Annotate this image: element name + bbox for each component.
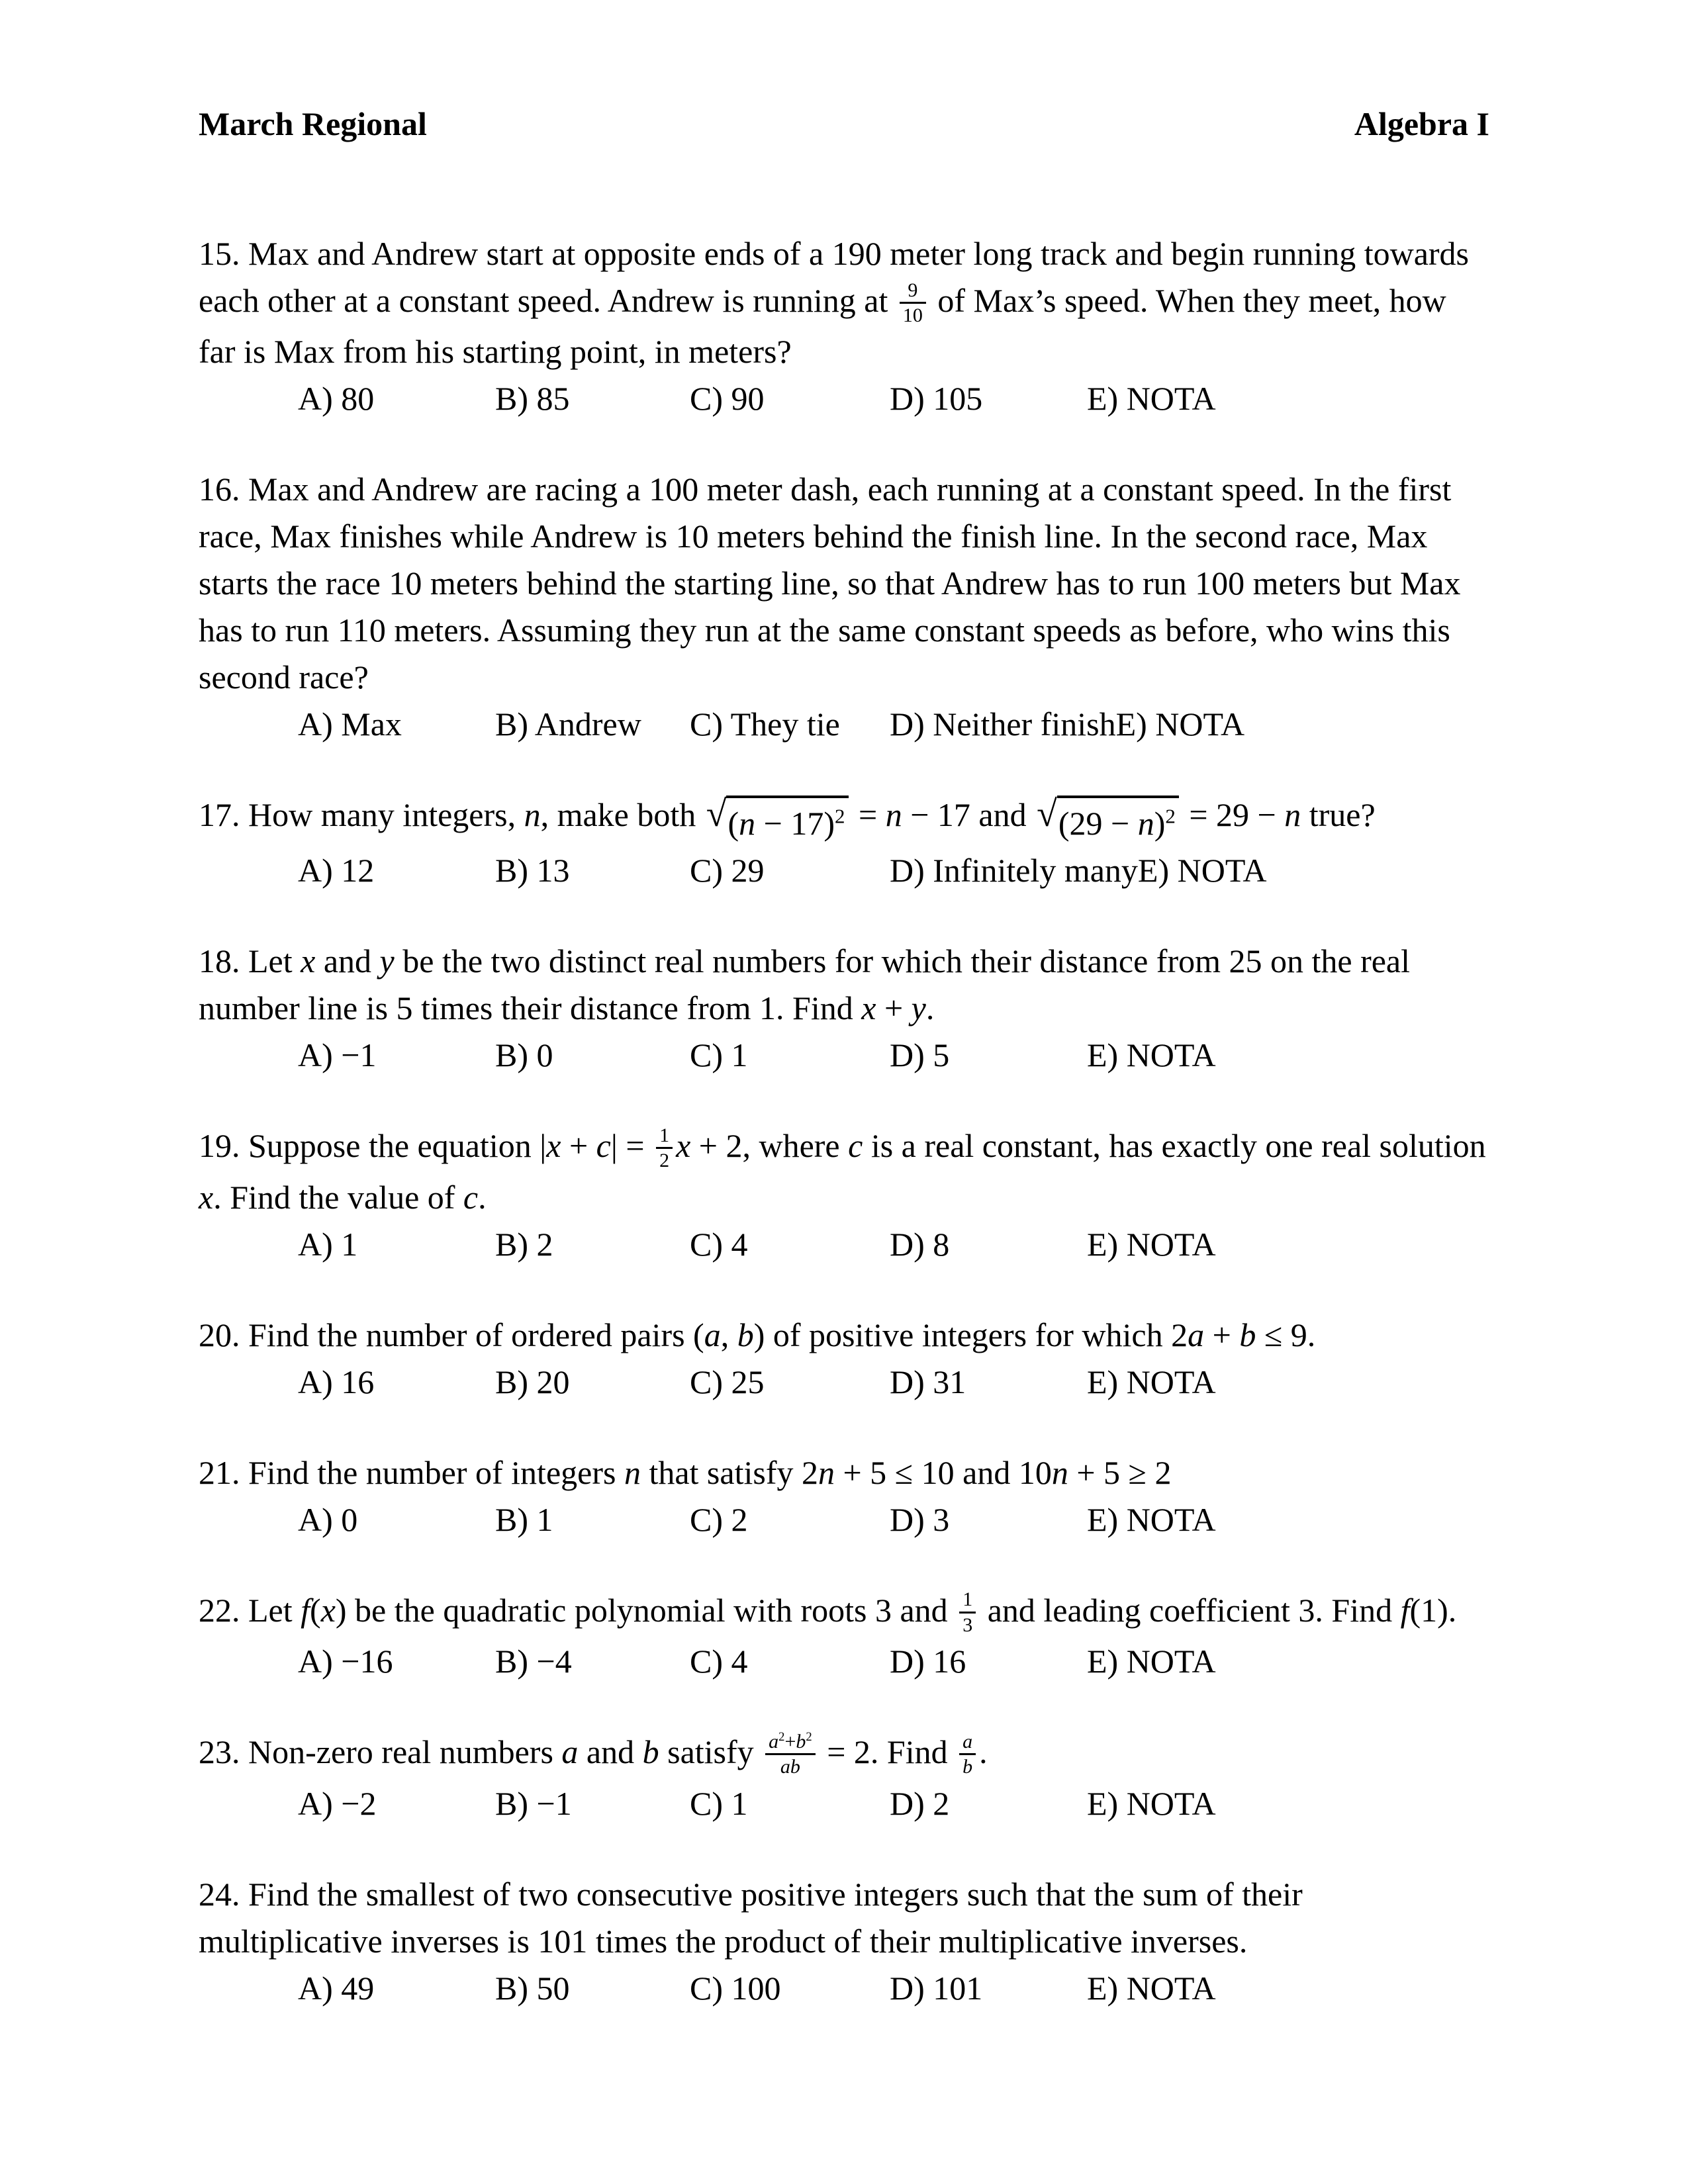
question-block-15 <box>199 230 1489 422</box>
answer-choice-16-d: D) Neither finish <box>890 705 1116 743</box>
math-variable: b <box>642 1733 659 1771</box>
answer-choice-20-a: A) 16 <box>298 1363 375 1400</box>
answer-choice-21-e: E) NOTA <box>1087 1500 1216 1538</box>
math-variable: c <box>463 1178 479 1216</box>
answer-choice-22-e: E) NOTA <box>1087 1643 1216 1680</box>
math-variable: a <box>780 1756 790 1778</box>
math-variable: n <box>524 796 541 834</box>
answer-choice-19-d: D) 8 <box>890 1225 950 1263</box>
question-text-21: 21. Find the number of integers n that satisfy 2n + 5 ≤ 10 and 10n + 5 ≥ 2 <box>199 1453 1172 1491</box>
answer-choice-17-c: C) 29 <box>690 852 765 889</box>
answer-choice-16-b: B) Andrew <box>495 705 641 743</box>
math-variable: x <box>676 1127 691 1165</box>
math-variable: b <box>790 1756 800 1778</box>
math-variable: b <box>737 1316 754 1353</box>
fraction-numerator: 9 <box>900 279 926 304</box>
answer-choice-16-a: A) Max <box>298 705 402 743</box>
math-variable: n <box>1284 796 1301 834</box>
answer-choice-23-c: C) 1 <box>690 1784 748 1822</box>
math-variable: a <box>561 1733 579 1771</box>
question-block-20 <box>199 1312 1489 1406</box>
question-block-19 <box>199 1122 1489 1267</box>
header-left-title: March Regional <box>199 105 427 142</box>
page-header <box>199 103 1489 146</box>
radicand: $(29 - n)^2$ <box>1057 796 1179 847</box>
math-variable: x <box>546 1127 561 1165</box>
math-variable: a <box>962 1730 973 1752</box>
answer-row-20 <box>199 1359 1489 1406</box>
question-text-19: 19. Suppose the equation |x + c| = $\frac{1}{2}$ x + 2, where c is a real constant, has exactly one real solution x. Find the value of c. <box>199 1124 1486 1216</box>
question-text-15: 15. Max and Andrew start at opposite ends of a 190 meter long track and begin running towards each other at a constant speed. Andrew is running at $\frac{9}{10}$ of Max’s speed. When they meet, how far is Max from his starting point, in meters? <box>199 235 1469 371</box>
answer-choice-23-d: D) 2 <box>890 1784 950 1822</box>
question-block-24 <box>199 1871 1489 2012</box>
answer-choice-21-a: A) 0 <box>298 1500 358 1538</box>
math-fraction <box>656 1124 673 1173</box>
question-block-23 <box>199 1729 1489 1827</box>
radical-sign-icon: √ <box>706 794 727 835</box>
math-variable: y <box>911 989 926 1027</box>
answer-choice-15-d: D) 105 <box>890 380 983 418</box>
answer-choice-15-b: B) 85 <box>495 380 570 418</box>
math-variable: a <box>704 1316 721 1353</box>
answer-choice-18-a: A) −1 <box>298 1036 377 1074</box>
answer-choice-15-a: A) 80 <box>298 380 375 418</box>
answer-row-18 <box>199 1032 1489 1079</box>
math-fraction <box>900 279 926 328</box>
answer-choice-20-c: C) 25 <box>690 1363 765 1400</box>
answer-choice-19-b: B) 2 <box>495 1225 553 1263</box>
answer-choice-17-d: D) Infinitely many <box>890 852 1138 889</box>
question-block-22 <box>199 1587 1489 1685</box>
answer-choice-23-b: B) −1 <box>495 1784 572 1822</box>
math-variable: x <box>320 1591 336 1629</box>
answer-choice-23-e: E) NOTA <box>1087 1784 1216 1822</box>
fraction-numerator: $a^2+b^2$ <box>765 1730 816 1755</box>
fraction-denominator: 2 <box>659 1150 670 1172</box>
math-variable: y <box>379 942 395 980</box>
math-variable: x <box>861 989 876 1027</box>
answer-choice-16-c: C) They tie <box>690 705 840 743</box>
question-block-17 <box>199 792 1489 894</box>
radicand: $(n - 17)^2$ <box>726 796 848 847</box>
math-variable: x <box>301 942 316 980</box>
answer-row-22 <box>199 1638 1489 1685</box>
answer-choice-18-d: D) 5 <box>890 1036 950 1074</box>
fraction-numerator <box>959 1730 976 1755</box>
answer-choice-15-e: E) NOTA <box>1087 380 1216 418</box>
answer-row-24 <box>199 1965 1489 2012</box>
answer-choice-19-a: A) 1 <box>298 1225 358 1263</box>
math-superscript: 2 <box>1165 804 1176 828</box>
question-block-16 <box>199 466 1489 748</box>
answer-row-21 <box>199 1496 1489 1543</box>
fraction-numerator: 1 <box>959 1588 976 1613</box>
question-text-24: 24. Find the smallest of two consecutive positive integers such that the sum of their multiplicative inverses is 101 times the product of their multiplicative inverses. <box>199 1875 1303 1960</box>
answer-choice-15-c: C) 90 <box>690 380 765 418</box>
answer-choice-21-d: D) 3 <box>890 1500 950 1538</box>
math-variable: n <box>885 796 902 834</box>
radical-sign-icon: √ <box>1037 794 1057 835</box>
math-variable: n <box>624 1453 641 1491</box>
math-fraction <box>959 1730 976 1779</box>
math-variable: f <box>1400 1591 1410 1629</box>
math-variable: a <box>1188 1316 1205 1353</box>
question-text-17: 17. How many integers, n, make both √ $(n - 17)^2$ = n − 17 and √ $(29 - n)^2$ = 29 − n true? <box>199 792 1489 847</box>
question-text-22: 22. Let f(x) be the quadratic polynomial with roots 3 and $\frac{1}{3}$ and leading coefficient 3. Find f(1). <box>199 1588 1457 1636</box>
math-square-root <box>706 796 849 847</box>
answer-choice-21-b: B) 1 <box>495 1500 553 1538</box>
answer-choice-23-a: A) −2 <box>298 1784 377 1822</box>
question-text-23: 23. Non-zero real numbers a and b satisfy $\frac{a^2+b^2}{ab}$ = 2. Find $\frac{a}{b}$ . <box>199 1729 988 1778</box>
answer-choice-20-b: B) 20 <box>495 1363 570 1400</box>
math-variable: f <box>301 1591 310 1629</box>
question-text-20: 20. Find the number of ordered pairs (a, b) of positive integers for which 2a + b ≤ 9. <box>199 1316 1316 1353</box>
answer-choice-24-b: B) 50 <box>495 1969 570 2007</box>
question-text-18: 18. Let x and y be the two distinct real numbers for which their distance from 25 on the real number line is 5 times their distance from 1. Find x + y. <box>199 942 1411 1027</box>
math-variable: a <box>769 1730 779 1752</box>
answer-choice-22-d: D) 16 <box>890 1643 966 1680</box>
math-variable: b <box>1239 1316 1256 1353</box>
answer-choice-21-c: C) 2 <box>690 1500 748 1538</box>
answer-choice-19-c: C) 4 <box>690 1225 748 1263</box>
answer-choice-22-c: C) 4 <box>690 1643 748 1680</box>
answer-choice-24-e: E) NOTA <box>1087 1969 1216 2007</box>
math-fraction <box>959 1588 976 1637</box>
answer-choice-20-d: D) 31 <box>890 1363 966 1400</box>
answer-choice-24-d: D) 101 <box>890 1969 983 2007</box>
math-square-root <box>1037 796 1179 847</box>
question-text-16: 16. Max and Andrew are racing a 100 meter dash, each running at a constant speed. In the first race, Max finishes while Andrew is 10 meters behind the finish line. In the second race, Max starts the race 10 meters behind the starting line, so that Andrew has to run 100 meters but Max has to run 110 meters. Assuming they run at the same constant speeds as before, who wins this second race? <box>199 471 1461 696</box>
answer-choice-18-c: C) 1 <box>690 1036 748 1074</box>
math-superscript: 2 <box>806 1729 812 1744</box>
answer-choice-18-b: B) 0 <box>495 1036 553 1074</box>
question-block-18 <box>199 938 1489 1079</box>
math-superscript: 2 <box>778 1729 785 1744</box>
math-variable: c <box>848 1127 863 1165</box>
math-variable: b <box>796 1730 806 1752</box>
fraction-denominator: 10 <box>902 304 923 327</box>
header-right-title: Algebra I <box>1354 105 1489 142</box>
answer-choice-20-e: E) NOTA <box>1087 1363 1216 1400</box>
fraction-denominator <box>765 1755 816 1778</box>
answer-choice-17-e: E) NOTA <box>1137 852 1267 889</box>
fraction-denominator <box>959 1755 976 1778</box>
answer-row-16 <box>199 701 1489 748</box>
math-variable: x <box>199 1178 214 1216</box>
fraction-denominator: 3 <box>962 1614 973 1636</box>
math-variable: n <box>739 805 756 842</box>
answer-choice-18-e: E) NOTA <box>1087 1036 1216 1074</box>
math-variable: n <box>1137 805 1154 842</box>
answer-choice-24-c: C) 100 <box>690 1969 781 2007</box>
answer-choice-16-e: E) NOTA <box>1115 705 1245 743</box>
math-variable: n <box>1051 1453 1068 1491</box>
math-fraction <box>765 1730 816 1779</box>
answer-choice-17-a: A) 12 <box>298 852 375 889</box>
math-variable: b <box>962 1756 973 1778</box>
answer-row-15 <box>199 375 1489 422</box>
answer-row-17 <box>199 847 1489 894</box>
answer-row-19 <box>199 1221 1489 1268</box>
math-variable: n <box>818 1453 835 1491</box>
answer-choice-17-b: B) 13 <box>495 852 570 889</box>
fraction-numerator: 1 <box>656 1124 673 1149</box>
math-superscript: 2 <box>835 804 845 828</box>
answer-choice-22-a: A) −16 <box>298 1643 393 1680</box>
answer-choice-19-e: E) NOTA <box>1087 1225 1216 1263</box>
answer-choice-24-a: A) 49 <box>298 1969 375 2007</box>
answer-choice-22-b: B) −4 <box>495 1643 572 1680</box>
question-block-21 <box>199 1449 1489 1543</box>
answer-row-23 <box>199 1780 1489 1827</box>
math-variable: c <box>596 1127 611 1165</box>
questions-container <box>199 230 1489 2012</box>
